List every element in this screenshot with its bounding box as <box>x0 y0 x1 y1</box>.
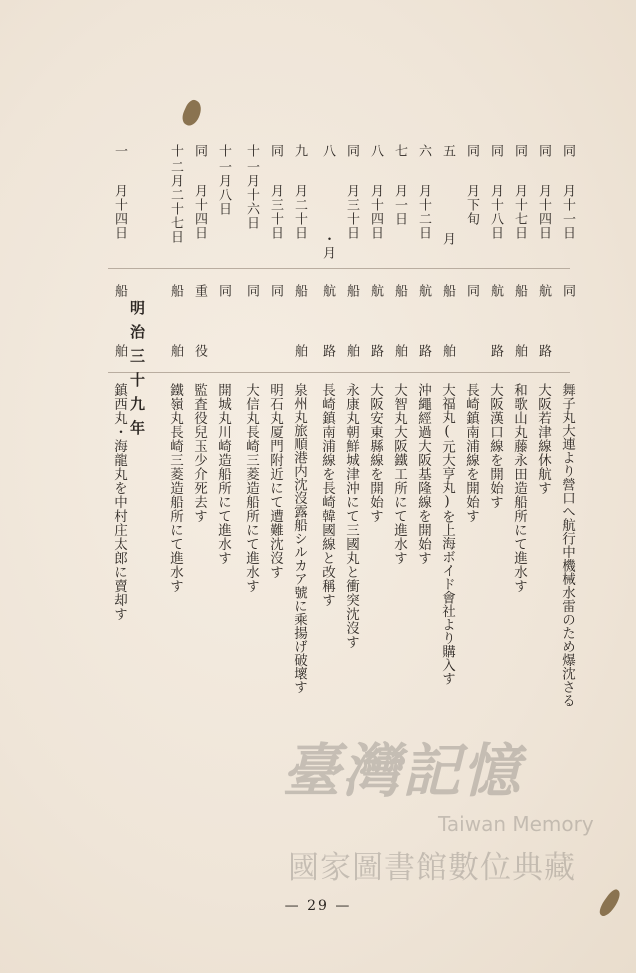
entry-category: 同 <box>464 284 479 298</box>
entry-category-2: 舶 <box>168 344 183 358</box>
entry-category-2: 舶 <box>292 344 307 358</box>
entry-date: 月十四日 <box>192 184 207 240</box>
entry-date: 月十二日 <box>416 184 431 240</box>
entry-date: 一月十六日 <box>244 160 259 230</box>
entry-category: 船 <box>168 284 183 298</box>
entry-year: 同 <box>344 144 359 158</box>
entry-date: 月三十日 <box>344 184 359 240</box>
entry-year: 十 <box>244 144 259 158</box>
entry-category: 重 <box>192 284 207 298</box>
entry-category: 同 <box>216 284 231 298</box>
entry-category: 航 <box>536 284 551 298</box>
entry-column <box>239 0 263 973</box>
entry-year: 同 <box>464 144 479 158</box>
entry-category-2: 舶 <box>392 344 407 358</box>
entry-category-2: 舶 <box>344 344 359 358</box>
entry-date: 月下旬 <box>464 184 479 226</box>
entry-category: 同 <box>244 284 259 298</box>
entry-date: ・月 <box>320 232 335 260</box>
entry-category: 船 <box>112 284 127 298</box>
entry-year: 同 <box>560 144 575 158</box>
entry-event: 開城丸川崎造船所にて進水す <box>215 383 231 565</box>
entry-event: 鎮西丸・海龍丸を中村庄太郎に賣却す <box>111 383 127 621</box>
entry-column <box>163 0 187 973</box>
entry-event: 舞子丸大連より營口へ航行中機械水雷のため爆沈さる <box>559 383 575 707</box>
entry-category-2: 路 <box>416 344 431 358</box>
entry-year: 同 <box>192 144 207 158</box>
entry-category-2: 路 <box>488 344 503 358</box>
entry-event: 沖繩經過大阪基隆線を開始す <box>415 383 431 565</box>
watermark <box>282 738 602 888</box>
entry-event: 長崎鎮南浦線を開始す <box>463 383 479 523</box>
entry-year: 五 <box>440 144 455 158</box>
entry-year: 八 <box>368 144 383 158</box>
entry-year: 同 <box>488 144 503 158</box>
entry-category: 船 <box>392 284 407 298</box>
entry-date: 一月八日 <box>216 160 231 216</box>
watermark-library: 國家圖書館數位典藏 <box>288 850 576 886</box>
entry-category: 同 <box>268 284 283 298</box>
entry-event: 大智丸大阪鐵工所にて進水す <box>391 383 407 565</box>
entry-date: 月三十日 <box>268 184 283 240</box>
entry-category-2: 路 <box>368 344 383 358</box>
entry-category: 船 <box>512 284 527 298</box>
entry-year: 十 <box>168 144 183 158</box>
entry-event: 長崎鎮南浦線を長崎韓國線と改稱す <box>319 383 335 607</box>
entry-event: 永康丸朝鮮城津沖にて三國丸と衝突沈沒す <box>343 383 359 649</box>
entry-category: 船 <box>440 284 455 298</box>
watermark-title: 臺灣記憶 <box>282 737 523 805</box>
entry-category: 航 <box>416 284 431 298</box>
entry-month: 月 <box>440 232 455 246</box>
entry-category-2: 舶 <box>440 344 455 358</box>
entry-category: 航 <box>368 284 383 298</box>
entry-year: 七 <box>392 144 407 158</box>
entry-category-2: 役 <box>192 344 207 358</box>
entry-year: 同 <box>536 144 551 158</box>
entry-date: 二月二十七日 <box>168 160 183 244</box>
entry-event: 和歌山丸藤永田造船所にて進水す <box>511 383 527 593</box>
entry-event: 監査役兒玉少介死去す <box>191 383 207 523</box>
entry-event: 泉州丸旅順港内沈沒露船シルカア號に乘揚げ破壞す <box>291 383 307 694</box>
entry-date: 月十四日 <box>112 184 127 240</box>
entry-year: 六 <box>416 144 431 158</box>
entry-event: 大阪安東縣線を開始す <box>367 383 383 523</box>
entry-category: 航 <box>320 284 335 298</box>
entry-event: 大阪若津線休航す <box>535 383 551 495</box>
entry-year: 一 <box>112 144 127 158</box>
entry-column <box>211 0 235 973</box>
year-heading: 明治三十九年 <box>128 300 146 444</box>
entry-category-2: 舶 <box>512 344 527 358</box>
entry-date: 月十七日 <box>512 184 527 240</box>
entry-date: 月十一日 <box>560 184 575 240</box>
entry-event: 大福丸(元大亨丸)を上海ボイド會社より購入す <box>439 383 455 685</box>
entry-date: 月一日 <box>392 184 407 226</box>
entry-date: 月十四日 <box>536 184 551 240</box>
entry-date: 月二十日 <box>292 184 307 240</box>
entry-event: 大阪漢口線を開始す <box>487 383 503 509</box>
entry-category: 同 <box>560 284 575 298</box>
entry-event: 大信丸長崎三菱造船所にて進水す <box>243 383 259 593</box>
entry-year: 九 <box>292 144 307 158</box>
page-number: — 29 — <box>284 898 352 914</box>
entry-year: 十 <box>216 144 231 158</box>
entry-column <box>187 0 211 973</box>
entry-category-2: 舶 <box>112 344 127 358</box>
entry-event: 明石丸厦門附近にて遭難沈沒す <box>267 383 283 579</box>
entry-category-2: 路 <box>320 344 335 358</box>
entry-category: 船 <box>292 284 307 298</box>
entry-category: 船 <box>344 284 359 298</box>
entry-category-2: 路 <box>536 344 551 358</box>
watermark-english: Taiwan Memory <box>438 812 594 836</box>
entry-date: 月十四日 <box>368 184 383 240</box>
entry-event: 鐵嶺丸長崎三菱造船所にて進水す <box>167 383 183 593</box>
entry-year: 同 <box>512 144 527 158</box>
entry-year: 八 <box>320 144 335 158</box>
entry-column <box>107 0 131 973</box>
entry-category: 航 <box>488 284 503 298</box>
entry-year: 同 <box>268 144 283 158</box>
entry-date: 月十八日 <box>488 184 503 240</box>
